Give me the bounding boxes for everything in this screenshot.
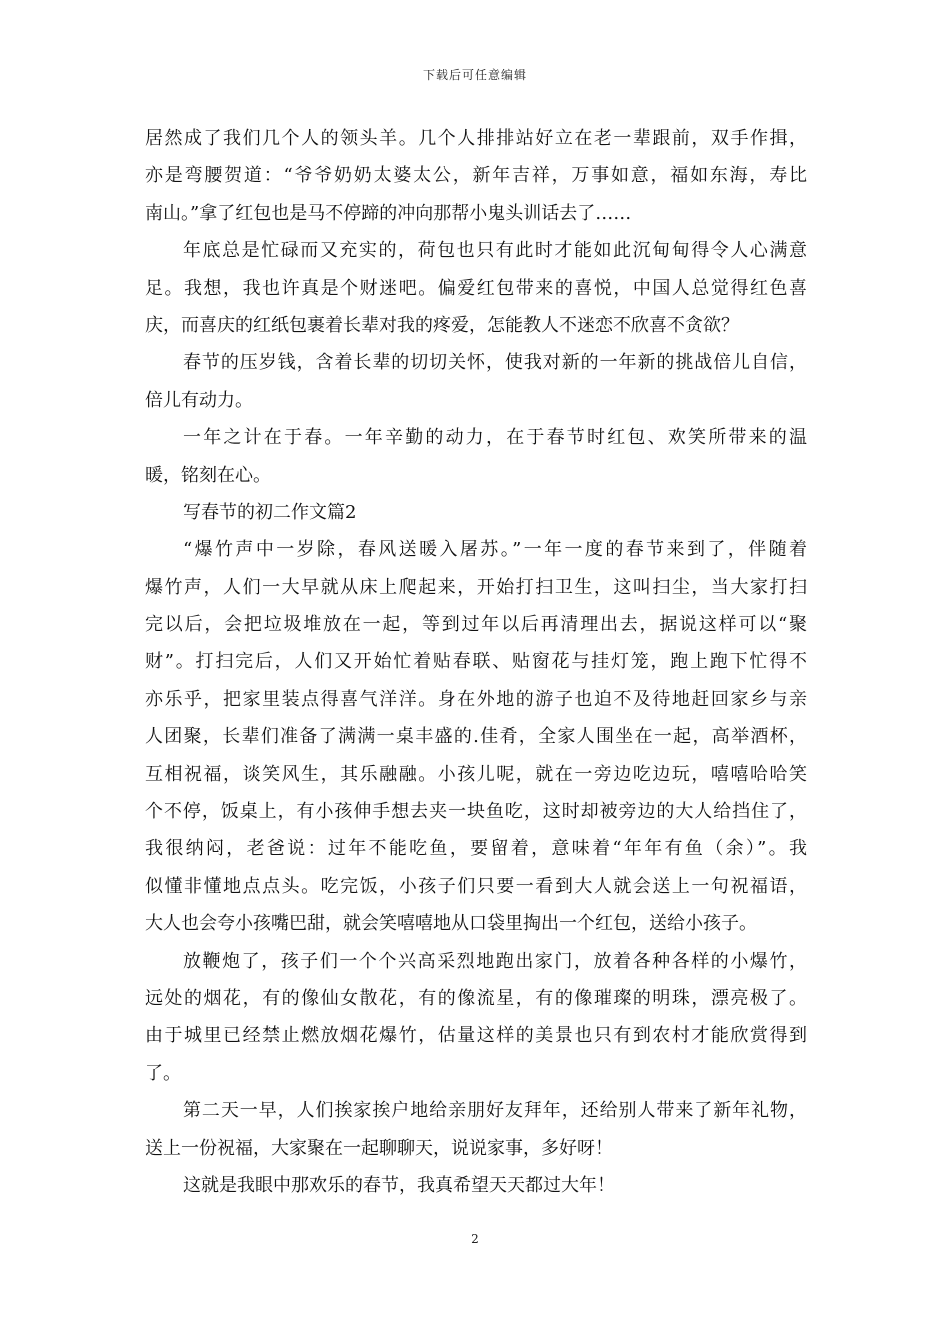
document-body <box>145 120 807 1204</box>
text-line: 财”。打扫完后，人们又开始忙着贴春联、贴窗花与挂灯笼，跑上跑下忙得不 <box>145 651 807 673</box>
text-line: 大人也会夸小孩嘴巴甜，就会笑嘻嘻地从口袋里掏出一个红包，送给小孩子。 <box>145 913 757 935</box>
text-line: “爆竹声中一岁除，春风送暖入屠苏。”一年一度的春节来到了，伴随着 <box>183 539 807 561</box>
text-line: 第二天一早，人们挨家挨户地给亲朋好友拜年，还给别人带来了新年礼物， <box>183 1100 807 1122</box>
text-line: 亦乐乎，把家里装点得喜气洋洋。身在外地的游子也迫不及待地赶回家乡与亲 <box>145 688 807 710</box>
text-line: 年底总是忙碌而又充实的，荷包也只有此时才能如此沉甸甸得令人心满意 <box>183 240 807 262</box>
text-line: 一年之计在于春。一年辛勤的动力，在于春节时红包、欢笑所带来的温 <box>183 427 807 449</box>
text-line: 远处的烟花，有的像仙女散花，有的像流星，有的像璀璨的明珠，漂亮极了。 <box>145 987 807 1009</box>
text-line: 个不停，饭桌上，有小孩伸手想去夹一块鱼吃，这时却被旁边的大人给挡住了， <box>145 801 807 823</box>
text-line: 完以后，会把垃圾堆放在一起，等到过年以后再清理出去，据说这样可以“聚 <box>145 614 807 636</box>
page-number: 2 <box>471 1232 479 1246</box>
text-line: 爆竹声，人们一大早就从床上爬起来，开始打扫卫生，这叫扫尘，当大家打扫 <box>145 576 807 598</box>
text-line: 亦是弯腰贺道：“爷爷奶奶太婆太公，新年吉祥，万事如意，福如东海，寿比 <box>145 165 807 187</box>
text-line: 足。我想，我也许真是个财迷吧。偏爱红包带来的喜悦，中国人总觉得红色喜 <box>145 277 807 299</box>
text-line: 暖，铭刻在心。 <box>145 464 271 486</box>
text-line: 送上一份祝福，大家聚在一起聊聊天，说说家事，多好呀！ <box>145 1137 613 1159</box>
text-line: 由于城里已经禁止燃放烟花爆竹，估量这样的美景也只有到农村才能欣赏得到 <box>145 1025 807 1047</box>
text-line: 居然成了我们几个人的领头羊。几个人排排站好立在老一辈跟前，双手作揖， <box>145 128 807 149</box>
text-line: 似懂非懂地点点头。吃完饭，小孩子们只要一看到大人就会送上一句祝福语， <box>145 875 807 897</box>
text-line: 庆，而喜庆的红纸包裹着长辈对我的疼爱，怎能教人不迷恋不欣喜不贪欲？ <box>145 314 739 336</box>
text-line: 写春节的初二作文篇2 <box>183 501 357 523</box>
text-line: 倍儿有动力。 <box>145 389 253 411</box>
text-line: 这就是我眼中那欢乐的春节，我真希望天天都过大年！ <box>183 1174 615 1196</box>
text-line: 春节的压岁钱，含着长辈的切切关怀，使我对新的一年新的挑战倍儿自信， <box>183 352 807 374</box>
text-line: 人团聚，长辈们准备了满满一桌丰盛的.佳肴，全家人围坐在一起，高举酒杯， <box>145 726 807 748</box>
text-line: 放鞭炮了，孩子们一个个兴高采烈地跑出家门，放着各种各样的小爆竹， <box>183 950 807 972</box>
page-header: 下载后可任意编辑 <box>422 68 527 82</box>
text-line: 南山。”拿了红包也是马不停蹄的冲向那帮小鬼头训话去了…… <box>145 202 632 224</box>
text-line: 互相祝福，谈笑风生，其乐融融。小孩儿呢，就在一旁边吃边玩，嘻嘻哈哈笑 <box>145 763 807 785</box>
text-line: 我很纳闷，老爸说：过年不能吃鱼，要留着，意味着“年年有鱼（余）”。我 <box>145 838 807 860</box>
text-line: 了。 <box>145 1062 181 1084</box>
